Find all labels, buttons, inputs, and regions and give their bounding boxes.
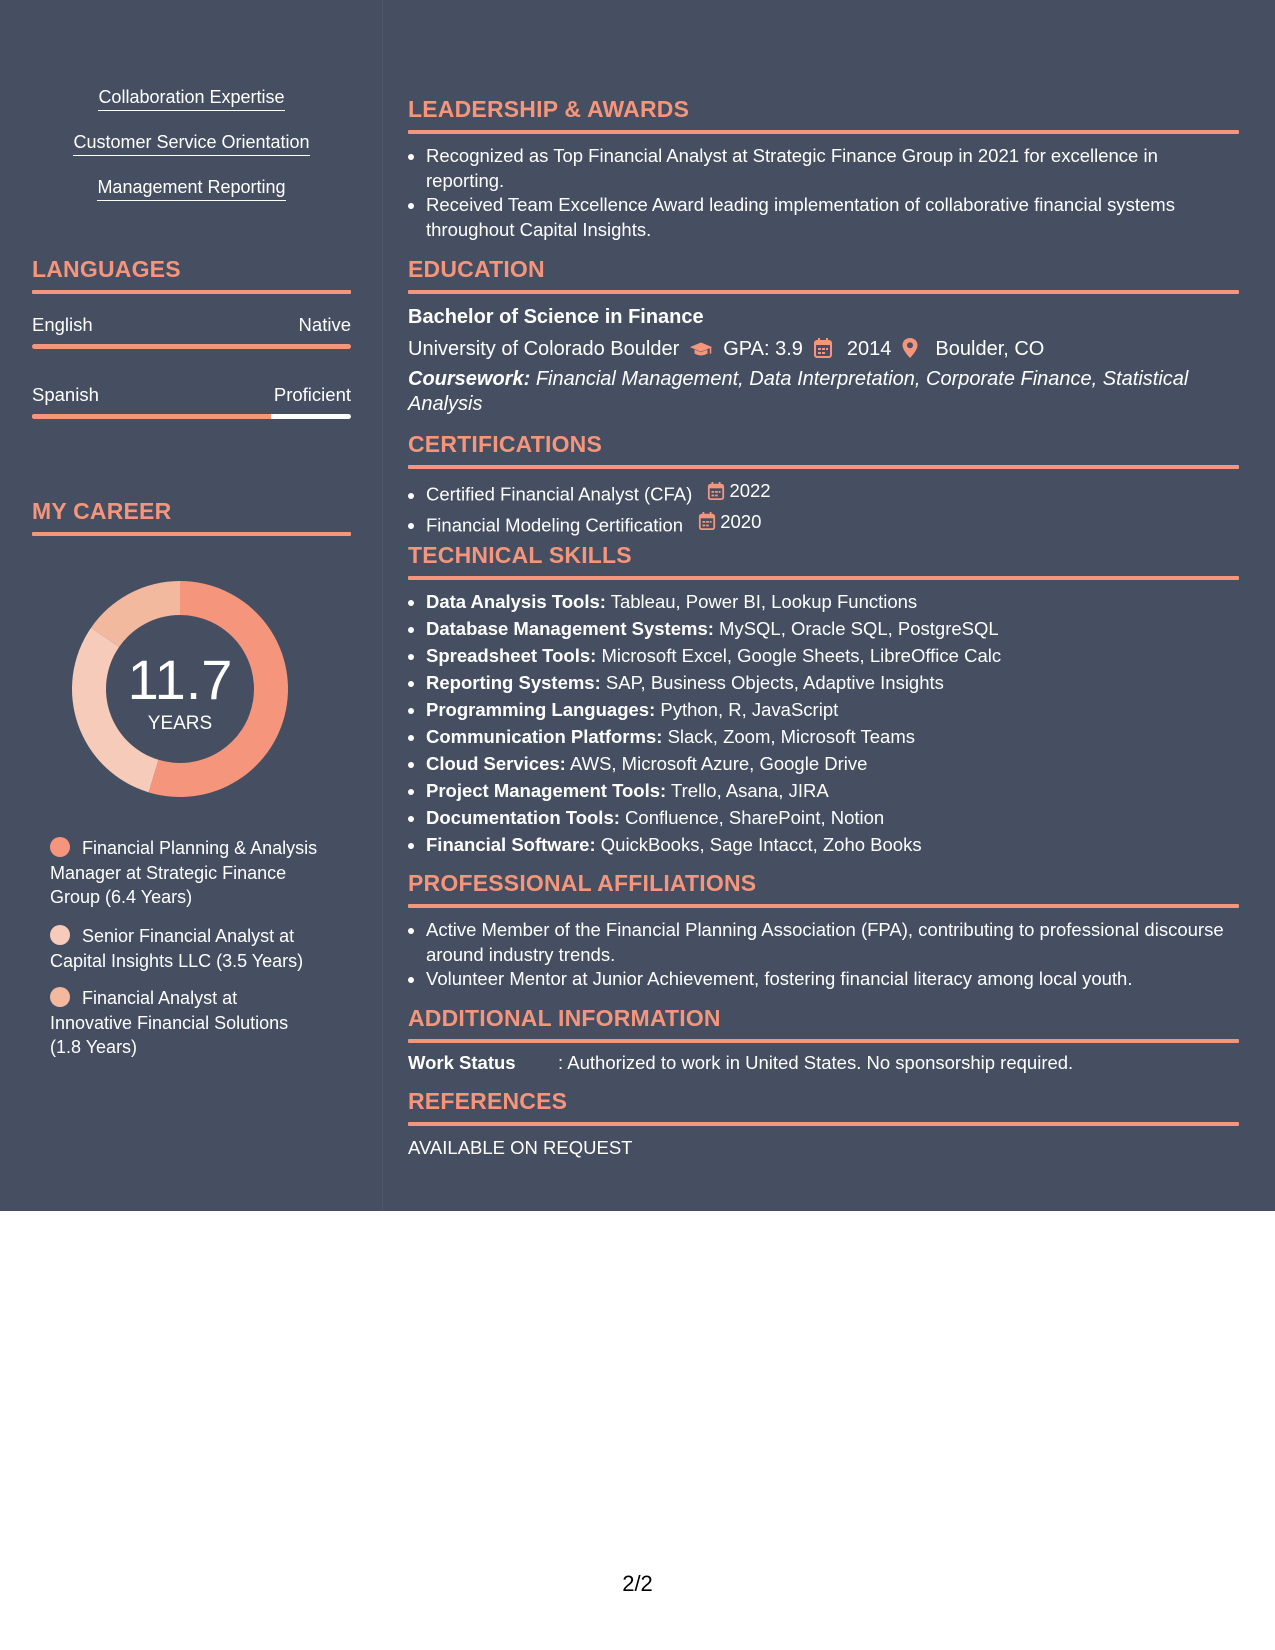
- career-donut-chart: [66, 575, 294, 803]
- affiliations-section: [408, 870, 1239, 992]
- section-rule: [408, 576, 1239, 580]
- education-details: [408, 337, 1239, 361]
- skill-values: Python, R, JavaScript: [660, 699, 839, 720]
- list-item: [426, 615, 1239, 642]
- education-gpa: GPA: 3.9: [723, 337, 803, 360]
- list-item: • Received Team Excellence Award leading implementation of collaborative financial systems throughout Capital Insights.: [426, 193, 1239, 242]
- leadership-section: [408, 96, 1239, 242]
- skill-category: Communication Platforms:: [426, 726, 663, 747]
- list-item: • Recognized as Top Financial Analyst at Strategic Finance Group in 2021 for excellence in reporting.: [426, 144, 1239, 193]
- career-role-label: Senior Financial Analyst at Capital Insights LLC (3.5 Years): [50, 926, 304, 971]
- skill-values: MySQL, Oracle SQL, PostgreSQL: [719, 618, 999, 639]
- language-bar-fill: [32, 344, 351, 349]
- language-bar-fill: [32, 414, 271, 419]
- language-name: Spanish: [32, 384, 99, 405]
- career-legend-item: [50, 836, 320, 910]
- technical-skills-list: [408, 588, 1239, 858]
- section-rule: [408, 1122, 1239, 1126]
- skill-values: SAP, Business Objects, Adaptive Insights: [605, 672, 944, 693]
- list-item: • Volunteer Mentor at Junior Achievement, fostering financial literacy among local youth.: [426, 967, 1239, 992]
- list-item: [426, 777, 1239, 804]
- skill-tag: [32, 132, 351, 177]
- section-rule: [408, 1039, 1239, 1043]
- skill-values: Tableau, Power BI, Lookup Functions: [610, 591, 918, 612]
- education-year: 2014: [846, 337, 892, 360]
- legend-dot-icon: [50, 837, 70, 857]
- career-role-label: Financial Planning & Analysis Manager at Strategic Finance Group (6.4 Years): [50, 838, 318, 907]
- language-level: Proficient: [273, 384, 351, 405]
- certification-year-text: 2020: [720, 510, 762, 532]
- list-item: [426, 642, 1239, 669]
- work-status-row: [408, 1052, 1239, 1074]
- page-number: 2/2: [622, 1571, 653, 1596]
- education-coursework: [408, 367, 1198, 416]
- language-spanish: [32, 384, 351, 406]
- additional-info-title: ADDITIONAL INFORMATION: [408, 1005, 721, 1031]
- references-section: [408, 1088, 1239, 1159]
- affiliations-title: PROFESSIONAL AFFILIATIONS: [408, 870, 757, 896]
- list-item: [426, 508, 1239, 539]
- list-item: [426, 804, 1239, 831]
- location-pin-icon: [901, 337, 925, 361]
- skill-tag: [32, 87, 351, 132]
- language-bar: [32, 344, 351, 349]
- coursework-value: Financial Management, Data Interpretation, Corporate Finance, Statistical Analysis: [408, 368, 1189, 415]
- list-item: [426, 669, 1239, 696]
- languages-title: LANGUAGES: [32, 256, 181, 282]
- list-item: [426, 750, 1239, 777]
- list-item: [426, 723, 1239, 750]
- coursework-label: Coursework:: [408, 368, 531, 390]
- section-rule: [408, 130, 1239, 134]
- section-rule: [408, 465, 1239, 469]
- list-item: [426, 696, 1239, 723]
- certification-year-text: 2022: [729, 480, 771, 501]
- career-legend-item: [50, 924, 320, 973]
- leadership-list: [408, 144, 1239, 242]
- language-bar: [32, 414, 351, 419]
- calendar-icon: [698, 511, 716, 531]
- certification-year: [707, 477, 770, 504]
- list-item: • Active Member of the Financial Planning Association (FPA), contributing to professional discourse around industry trends.: [426, 918, 1239, 967]
- graduation-cap-icon: [689, 337, 713, 361]
- certifications-list: [408, 477, 1239, 538]
- certification-name: Certified Financial Analyst (CFA): [426, 483, 693, 505]
- career-title: MY CAREER: [32, 498, 172, 524]
- skill-category: Programming Languages:: [426, 699, 656, 720]
- list-item: [426, 831, 1239, 858]
- skill-values: Slack, Zoom, Microsoft Teams: [667, 726, 915, 747]
- career-years-label: YEARS: [147, 713, 213, 734]
- career-total-years: 11.7: [127, 648, 233, 711]
- calendar-icon: [707, 481, 725, 501]
- skill-values: Confluence, SharePoint, Notion: [625, 807, 885, 828]
- career-role-label: Financial Analyst at Innovative Financial Solutions (1.8 Years): [50, 988, 289, 1057]
- education-title: EDUCATION: [408, 256, 545, 282]
- additional-info-section: [408, 1005, 1239, 1074]
- education-degree: Bachelor of Science in Finance: [408, 306, 704, 328]
- work-status-value: : Authorized to work in United States. No sponsorship required.: [558, 1052, 1074, 1073]
- list-item: [426, 477, 1239, 508]
- skill-tag-label: Collaboration Expertise: [98, 87, 284, 111]
- language-english: [32, 314, 351, 336]
- skill-category: Reporting Systems:: [426, 672, 601, 693]
- work-status-label: Work Status: [408, 1052, 516, 1073]
- skill-category: Database Management Systems:: [426, 618, 714, 639]
- skill-values: AWS, Microsoft Azure, Google Drive: [569, 753, 868, 774]
- technical-skills-section: [408, 542, 1239, 858]
- certification-name: Financial Modeling Certification: [426, 514, 684, 535]
- skill-tag-label: Management Reporting: [97, 177, 285, 201]
- list-item: [426, 588, 1239, 615]
- references-title: REFERENCES: [408, 1088, 568, 1114]
- education-section: [408, 256, 1239, 416]
- skill-values: Trello, Asana, JIRA: [671, 780, 829, 801]
- skill-category: Data Analysis Tools:: [426, 591, 606, 612]
- career-legend-item: [50, 986, 320, 1060]
- section-rule: [408, 290, 1239, 294]
- languages-section: [32, 256, 351, 294]
- leadership-title: LEADERSHIP & AWARDS: [408, 96, 690, 122]
- legend-dot-icon: [50, 987, 70, 1007]
- affiliations-list: [408, 918, 1239, 992]
- language-level: Native: [298, 314, 351, 335]
- certifications-title: CERTIFICATIONS: [408, 431, 603, 457]
- calendar-icon: [813, 337, 837, 361]
- skill-tags: [32, 87, 351, 222]
- skill-category: Cloud Services:: [426, 753, 566, 774]
- certifications-section: [408, 431, 1239, 538]
- education-school: University of Colorado Boulder: [408, 337, 680, 360]
- section-rule: [32, 290, 351, 294]
- skill-values: QuickBooks, Sage Intacct, Zoho Books: [600, 834, 922, 855]
- skill-category: Documentation Tools:: [426, 807, 620, 828]
- column-divider: [382, 0, 383, 1211]
- skill-tag-label: Customer Service Orientation: [73, 132, 309, 156]
- technical-skills-title: TECHNICAL SKILLS: [408, 542, 632, 568]
- section-rule: [408, 904, 1239, 908]
- skill-category: Project Management Tools:: [426, 780, 667, 801]
- career-section: [32, 498, 351, 536]
- references-text: AVAILABLE ON REQUEST: [408, 1137, 633, 1158]
- skill-category: Financial Software:: [426, 834, 596, 855]
- language-name: English: [32, 314, 93, 335]
- skill-tag: [32, 177, 351, 222]
- section-rule: [32, 532, 351, 536]
- skill-category: Spreadsheet Tools:: [426, 645, 597, 666]
- certification-year: [698, 508, 761, 535]
- education-location: Boulder, CO: [935, 337, 1045, 360]
- legend-dot-icon: [50, 925, 70, 945]
- skill-values: Microsoft Excel, Google Sheets, LibreOffice Calc: [601, 645, 1002, 666]
